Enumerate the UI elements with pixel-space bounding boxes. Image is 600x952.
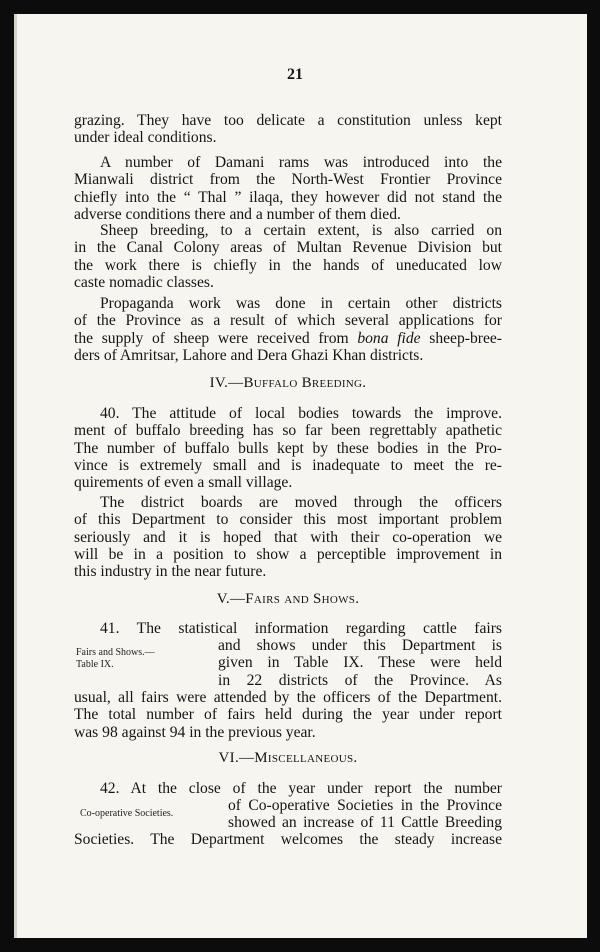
text-line: Mianwali district from the North-West Frontier Province (74, 171, 502, 189)
text-line: in 22 districts of the Province. As (218, 671, 502, 689)
text-line: of Co-operative Societies in the Province (228, 797, 502, 814)
text-line: was 98 against 94 in the previous year. (74, 723, 316, 741)
margin-note-line: Table IX. (76, 659, 114, 670)
text-line: The district boards are moved through the officers (100, 494, 502, 511)
text-line: will be in a position to show a perceptible improvement in (74, 545, 502, 563)
paragraph-42-rest (74, 831, 502, 848)
text-line: 40. The attitude of local bodies towards the improve. (100, 405, 502, 422)
text-line: showed an increase of 11 Cattle Breeding (228, 814, 502, 832)
text-line: of the Province as a result of which several applications for (74, 312, 502, 330)
section-heading-miscellaneous: VI.—Miscellaneous. (218, 750, 358, 766)
text-line: chiefly into the “ Thal ” ilaqa, they however did not stand the (74, 188, 502, 206)
text-line: adverse conditions there and a number of them died. (74, 205, 401, 223)
text-line: usual, all fairs were attended by the officers of the Department. (74, 689, 502, 706)
paragraph-district-boards (74, 494, 502, 580)
paragraph-propaganda (74, 295, 502, 364)
text-line: in the Canal Colony areas of Multan Revenue Division but (74, 239, 502, 257)
paragraph-grazing (74, 112, 502, 147)
text-line: this industry in the near future. (74, 563, 267, 581)
paragraph-42-indented (228, 797, 502, 832)
section-heading-buffalo-breeding: IV.—Buffalo Breeding. (209, 375, 367, 391)
text-line: Sheep breeding, to a certain extent, is also carried on (100, 222, 502, 239)
margin-note-co-operative-societies: Co-operative Societies. (80, 808, 174, 819)
paragraph-40 (74, 405, 502, 491)
margin-note-fairs-and-shows (76, 647, 155, 671)
text-line: vince is extremely small and is inadequate to meet the re- (74, 456, 502, 474)
page-number: 21 (287, 66, 303, 83)
text-line: under ideal conditions. (74, 129, 217, 147)
text-line: 42. At the close of the year under report the number (100, 780, 502, 797)
text-line: ment of buffalo breeding has so far been regrettably apathetic (74, 422, 502, 440)
text-line: of this Department to consider this most important problem (74, 511, 502, 529)
text-line: quirements of even a small village. (74, 474, 293, 492)
text-line: 41. The statistical information regarding cattle fairs (100, 620, 502, 637)
text-line: and shows under this Department is (218, 637, 502, 654)
paragraph-42-line1 (74, 780, 502, 797)
margin-note-line: Fairs and Shows.— (76, 647, 155, 658)
text-line: The total number of fairs held during the year under report (74, 706, 502, 724)
text-line: given in Table IX. These were held (218, 654, 502, 672)
text-line: The number of buffalo bulls kept by these bodies in the Pro- (74, 439, 502, 457)
text-line: the work there is chiefly in the hands of uneducated low (74, 256, 502, 274)
text-line: the supply of sheep were received from bona fide sheep-bree- (74, 329, 502, 347)
paragraph-damani-rams (74, 154, 502, 223)
text-line: caste nomadic classes. (74, 273, 214, 291)
paragraph-41-indented (218, 637, 502, 689)
text-line: A number of Damani rams was introduced into the (100, 154, 502, 171)
document-page (14, 14, 587, 938)
text-line: Societies. The Department welcomes the steady increase (74, 831, 502, 848)
paragraph-41-rest (74, 689, 502, 741)
text-line: Propaganda work was done in certain other districts (100, 295, 502, 312)
text-line: ders of Amritsar, Lahore and Dera Ghazi Khan districts. (74, 346, 424, 364)
section-heading-fairs-and-shows: V.—Fairs and Shows. (216, 591, 360, 607)
paragraph-41-line1 (74, 620, 502, 637)
paragraph-sheep-breeding (74, 222, 502, 291)
text-line: seriously and it is hoped that with their co-operation we (74, 528, 502, 546)
text-line: grazing. They have too delicate a constitution unless kept (74, 112, 502, 129)
